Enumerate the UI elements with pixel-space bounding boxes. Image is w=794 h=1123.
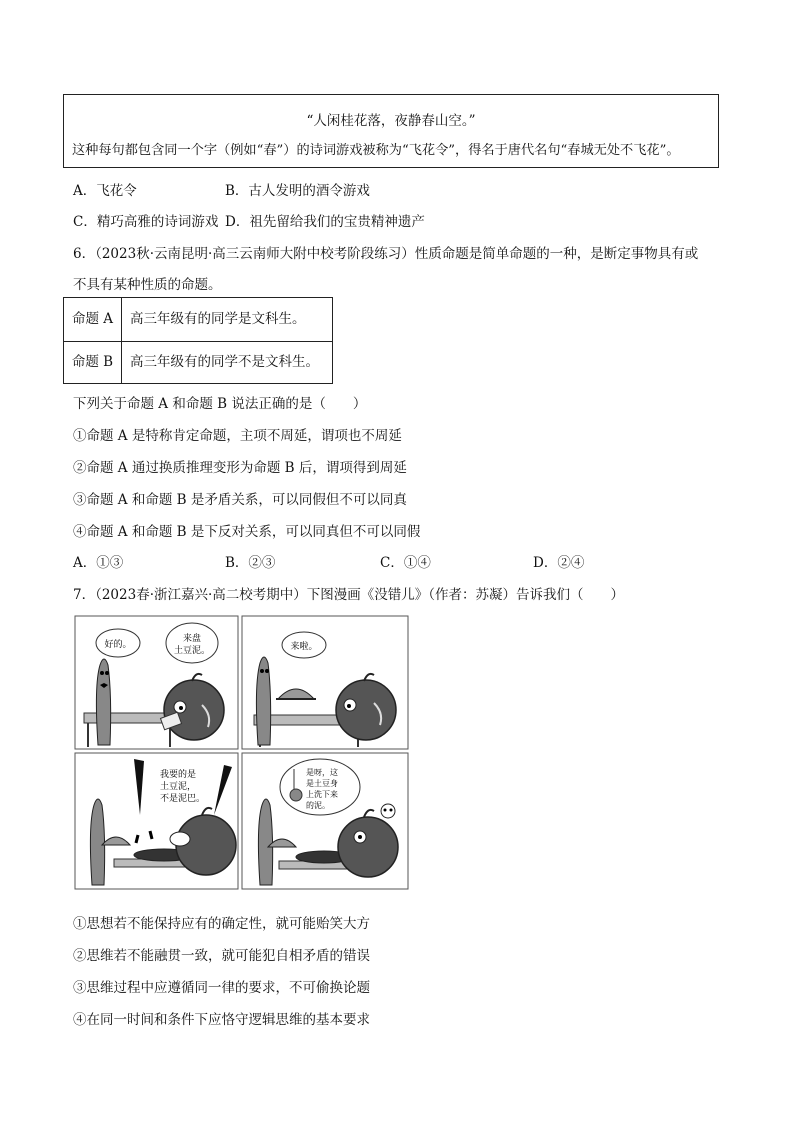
q5-option-d[interactable]: D．祖先留给我们的宝贵精神遗产 bbox=[225, 214, 425, 230]
quote-box bbox=[63, 94, 719, 168]
svg-text:土豆泥，: 土豆泥， bbox=[160, 782, 197, 792]
q6-statement-1: ①命题 A 是特称肯定命题，主项不周延，谓项也不周延 bbox=[73, 428, 402, 444]
q7-stem: 7．（2023春·浙江嘉兴·高二校考期中）下图漫画《没错儿》（作者：苏凝）告诉我们（ ） bbox=[73, 587, 625, 603]
comic-image bbox=[74, 615, 410, 891]
q6-option-d[interactable]: D．②④ bbox=[533, 555, 585, 571]
svg-text:来啦。: 来啦。 bbox=[290, 642, 318, 652]
q5-option-a[interactable]: A．飞花令 bbox=[73, 183, 137, 199]
svg-text:是土豆身: 是土豆身 bbox=[306, 779, 338, 788]
proposition-text: 高三年级有的同学是文科生。 bbox=[130, 311, 306, 327]
q5-option-b[interactable]: B．古人发明的酒令游戏 bbox=[225, 183, 370, 199]
proposition-label: 命题 B bbox=[64, 341, 122, 384]
quote-description: 这种每句都包含同一个字（例如“春”）的诗词游戏被称为“飞花令”，得名于唐代名句“春城无处不飞花”。 bbox=[72, 143, 680, 158]
q6-stem-line2: 不具有某种性质的命题。 bbox=[73, 277, 222, 293]
q5-option-c[interactable]: C．精巧高雅的诗词游戏 bbox=[73, 214, 219, 230]
q7-statement-4: ④在同一时间和条件下应恪守逻辑思维的基本要求 bbox=[73, 1012, 370, 1028]
q6-option-a[interactable]: A．①③ bbox=[73, 555, 124, 571]
q7-statement-2: ②思维若不能融贯一致，就可能犯自相矛盾的错误 bbox=[73, 948, 370, 964]
q7-statement-3: ③思维过程中应遵循同一律的要求，不可偷换论题 bbox=[73, 980, 370, 996]
svg-text:不是泥巴。: 不是泥巴。 bbox=[160, 794, 206, 804]
table-row bbox=[64, 341, 332, 384]
svg-text:来盘: 来盘 bbox=[182, 634, 202, 644]
poem-quote: “人闲桂花落，夜静春山空。” bbox=[306, 113, 476, 129]
q7-statement-1: ①思想若不能保持应有的确定性，就可能贻笑大方 bbox=[73, 916, 370, 932]
svg-text:是呀，这: 是呀，这 bbox=[306, 768, 338, 777]
proposition-text: 高三年级有的同学不是文科生。 bbox=[130, 354, 319, 370]
svg-text:上洗下来: 上洗下来 bbox=[306, 790, 338, 799]
q6-statement-2: ②命题 A 通过换质推理变形为命题 B 后，谓项得到周延 bbox=[73, 460, 407, 476]
q6-stem-line1: 6．（2023秋·云南昆明·高三云南师大附中校考阶段练习）性质命题是简单命题的一种，是断定事物具有或 bbox=[73, 246, 699, 262]
svg-text:土豆泥。: 土豆泥。 bbox=[173, 646, 211, 656]
q6-option-c[interactable]: C．①④ bbox=[380, 555, 431, 571]
proposition-label: 命题 A bbox=[64, 298, 122, 341]
proposition-table bbox=[63, 297, 333, 384]
q6-statement-3: ③命题 A 和命题 B 是矛盾关系，可以同假但不可以同真 bbox=[73, 492, 407, 508]
table-row bbox=[64, 298, 332, 342]
svg-text:好的。: 好的。 bbox=[104, 640, 132, 650]
q6-question: 下列关于命题 A 和命题 B 说法正确的是（ ） bbox=[73, 396, 367, 412]
q6-statement-4: ④命题 A 和命题 B 是下反对关系，可以同真但不可以同假 bbox=[73, 524, 421, 540]
svg-text:的泥。: 的泥。 bbox=[306, 801, 330, 810]
svg-text:我要的是: 我要的是 bbox=[160, 770, 197, 780]
q6-option-b[interactable]: B．②③ bbox=[225, 555, 276, 571]
